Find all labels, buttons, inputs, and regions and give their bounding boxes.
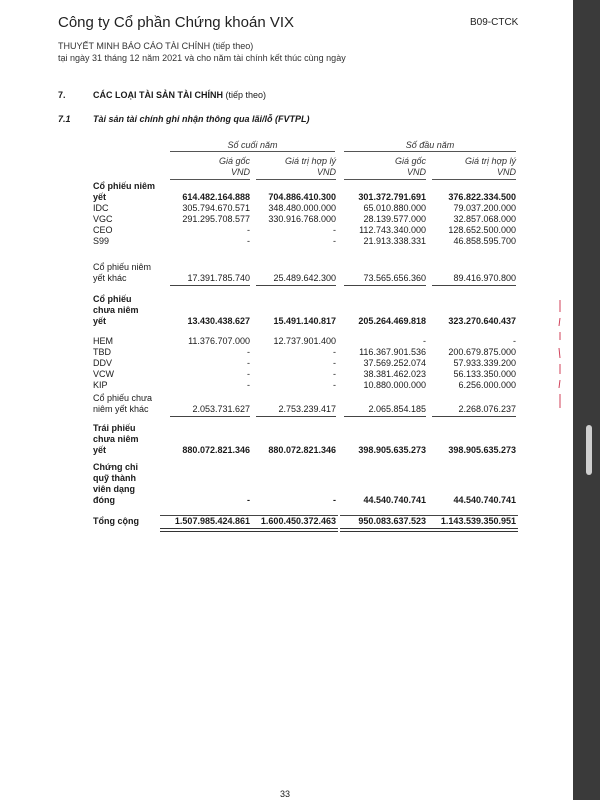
cell-cost-start: - [423,336,426,346]
cell-fair-end: 1.600.450.372.463 [260,516,336,526]
report-date-line: tại ngày 31 tháng 12 năm 2021 và cho năm tài chính kết thúc cùng ngày [58,53,346,63]
subtotal-rule [170,285,250,286]
cell-fair-end: - [333,225,336,235]
total-double-rule [340,528,518,532]
subtotal-rule [256,285,336,286]
subtotal-rule [256,416,336,417]
header-divider [344,179,426,180]
table-row-closed-fund-certificates [0,460,573,506]
cell-fair-start: 398.905.635.273 [448,445,516,455]
cell-cost-end: 614.482.164.888 [182,192,250,202]
cell-cost-end: 2.053.731.627 [192,404,250,414]
table-row [0,358,573,369]
row-label: Cổ phiếu niêm yết khác [93,262,152,283]
table-row [0,225,573,236]
row-label: HEM [93,336,113,346]
row-label: Cổ phiếu niêm yết [93,181,156,202]
cell-fair-end: 704.886.410.300 [268,192,336,202]
cell-cost-start: 38.381.462.023 [363,369,426,379]
cell-cost-start: 73.565.656.360 [363,273,426,283]
row-label: CEO [93,225,113,235]
total-double-rule [160,528,338,532]
cell-cost-start: 301.372.791.691 [358,192,426,202]
cell-fair-end: 25.489.642.300 [273,273,336,283]
table-row-total [0,516,573,527]
row-label: KIP [93,380,108,390]
header-divider [256,179,336,180]
row-label: Cổ phiếu chưa niêm yết khác [93,393,153,414]
table-row [0,236,573,247]
section-title-text: CÁC LOẠI TÀI SẢN TÀI CHÍNH [93,90,223,100]
row-label: Chứng chỉ quỹ thành viên dạng đóng [93,462,139,505]
cell-fair-start: 200.679.875.000 [448,347,516,357]
cell-cost-start: 10.880.000.000 [363,380,426,390]
cell-cost-start: 2.065.854.185 [368,404,426,414]
cell-cost-end: - [247,225,250,235]
table-row [0,203,573,214]
table-row [0,336,573,347]
subsection-title: Tài sản tài chính ghi nhận thông qua lãi/lỗ (FVTPL) [93,114,310,124]
header-divider [170,179,250,180]
group-header-start-of-year: Số đầu năm [405,140,455,150]
cell-fair-start: 44.540.740.741 [453,495,516,505]
table-row-unlisted-bonds [0,420,573,456]
cell-cost-start: 950.083.637.523 [358,516,426,526]
row-label: VCW [93,369,114,379]
table-row [0,247,573,284]
cell-cost-start: 398.905.635.273 [358,445,426,455]
cell-cost-end: - [247,380,250,390]
cell-cost-end: - [247,495,250,505]
column-header-fair-start: Giá trị hợp lý VND [465,156,516,177]
company-name: Công ty Cổ phần Chứng khoán VIX [58,14,295,31]
group-divider [344,151,516,152]
cell-fair-start: 89.416.970.800 [453,273,516,283]
cell-fair-end: 348.480.000.000 [268,203,336,213]
row-label: IDC [93,203,109,213]
table-row [0,380,573,391]
cell-cost-start: 112.743.340.000 [359,225,426,235]
row-label: Tổng cộng [93,516,139,526]
scrollbar-thumb[interactable] [586,425,592,475]
cell-cost-end: 17.391.785.740 [187,273,250,283]
cell-cost-end: 13.430.438.627 [187,316,250,326]
cell-fair-end: - [333,347,336,357]
cell-fair-end: - [333,236,336,246]
cell-cost-start: 21.913.338.331 [363,236,426,246]
cell-fair-end: 2.753.239.417 [278,404,336,414]
row-label: VGC [93,214,113,224]
row-label: S99 [93,236,110,246]
cell-fair-start: 32.857.068.000 [453,214,516,224]
cell-fair-start: 323.270.640.437 [448,316,516,326]
subtotal-rule [344,416,426,417]
subtotal-rule [344,285,426,286]
cell-cost-start: 205.264.469.818 [358,316,426,326]
cell-fair-end: - [333,495,336,505]
cell-fair-start: 128.652.500.000 [448,225,516,235]
cell-fair-end: 12.737.901.400 [273,336,336,346]
row-label: Cổ phiếu chưa niêm yết [93,294,139,326]
section-title-suffix: (tiếp theo) [225,90,267,100]
row-label: DDV [93,358,113,368]
page-number: 33 [279,789,290,799]
cell-cost-end: - [247,347,250,357]
report-subtitle: THUYẾT MINH BÁO CÁO TÀI CHÍNH (tiếp theo) [58,41,254,51]
cell-fair-start: 376.822.334.500 [448,192,516,202]
cell-cost-end: 880.072.821.346 [182,445,250,455]
cell-cost-end: 305.794.670.571 [182,203,250,213]
column-header-cost-end: Giá gốc VND [218,156,250,177]
table-row-unlisted-shares [0,290,573,327]
cell-fair-start: 2.268.076.237 [458,404,516,414]
cell-fair-end: - [333,358,336,368]
group-divider [170,151,335,152]
cell-cost-end: - [247,358,250,368]
cell-cost-end: 11.376.707.000 [188,336,250,346]
cell-fair-start: 46.858.595.700 [453,236,516,246]
table-row [0,369,573,380]
row-label: TBD [93,347,111,357]
table-row [0,347,573,358]
cell-fair-start: 56.133.350.000 [453,369,516,379]
cell-fair-start: - [513,336,516,346]
cell-fair-start: 1.143.539.350.951 [440,516,516,526]
subtotal-rule [432,416,516,417]
row-label: Trái phiếu chưa niêm yết [93,423,139,455]
table-row-listed-shares [0,181,573,203]
table-row [0,214,573,225]
cell-fair-start: 57.933.339.200 [453,358,516,368]
cell-fair-start: 6.256.000.000 [458,380,516,390]
cell-cost-end: - [247,369,250,379]
cell-cost-start: 65.010.880.000 [363,203,426,213]
group-header-end-of-year: Số cuối năm [227,140,278,150]
section-number: 7. [58,90,66,100]
cell-fair-end: 330.916.768.000 [268,214,336,224]
cell-cost-start: 28.139.577.000 [363,214,426,224]
header-divider [432,179,516,180]
cell-fair-end: - [333,380,336,390]
cell-cost-start: 116.367.901.536 [359,347,426,357]
handwritten-mark [557,300,563,410]
cell-fair-end: 15.491.140.817 [273,316,336,326]
form-code: B09-CTCK [470,17,519,28]
column-header-cost-start: Giá gốc VND [394,156,426,177]
cell-fair-end: - [333,369,336,379]
subtotal-rule [170,416,250,417]
cell-cost-end: - [247,236,250,246]
subtotal-rule [432,285,516,286]
cell-fair-start: 79.037.200.000 [453,203,516,213]
column-header-fair-end: Giá trị hợp lý VND [285,156,336,177]
cell-cost-end: 291.295.708.577 [182,214,250,224]
subsection-number: 7.1 [58,114,71,124]
cell-cost-start: 44.540.740.741 [363,495,426,505]
cell-cost-end: 1.507.985.424.861 [174,516,250,526]
section-title [93,90,266,100]
cell-cost-start: 37.569.252.074 [363,358,426,368]
table-row [0,391,573,415]
cell-fair-end: 880.072.821.346 [268,445,336,455]
